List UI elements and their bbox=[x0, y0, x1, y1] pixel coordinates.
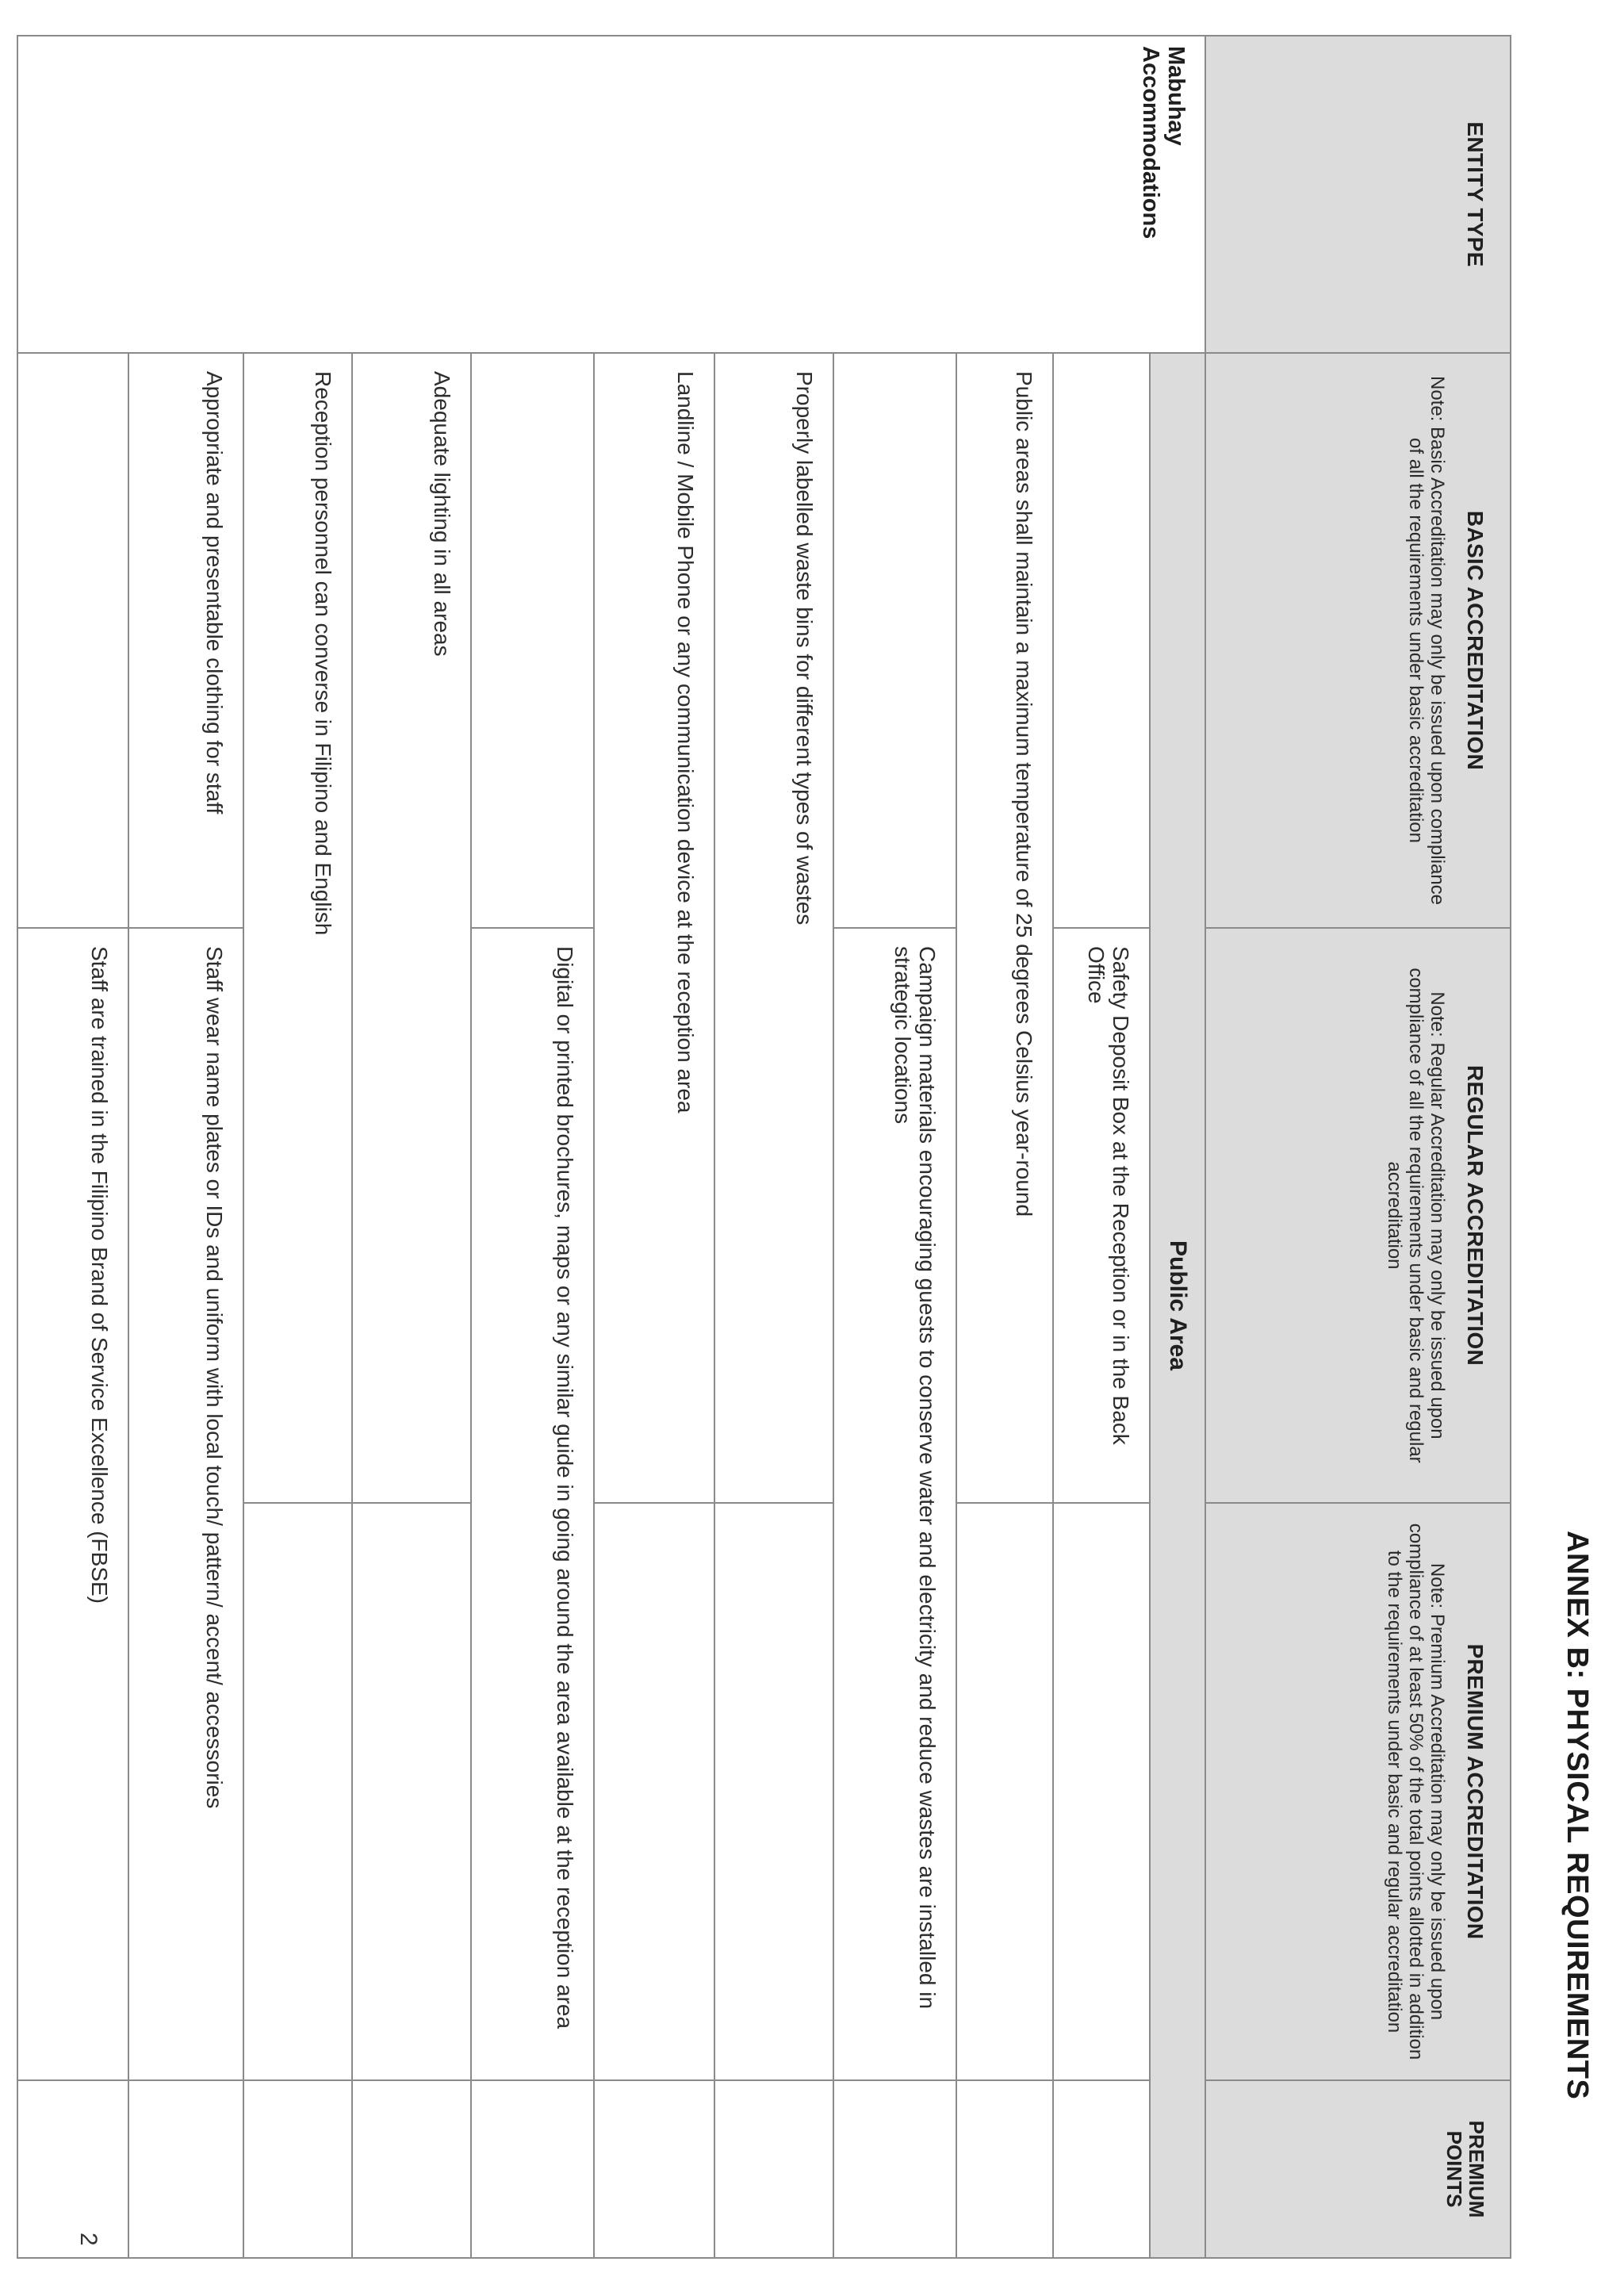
basic-cell: Public areas shall maintain a maximum temperature of 25 degrees Celsius year-round bbox=[956, 353, 1053, 1503]
basic-cell: Appropriate and presentable clothing for staff bbox=[128, 353, 243, 928]
points-cell bbox=[714, 2080, 833, 2258]
basic-cell bbox=[471, 353, 594, 928]
section-public-area: Public Area bbox=[1150, 353, 1205, 2258]
table-row bbox=[128, 36, 243, 2258]
premium-cell bbox=[714, 1503, 833, 2080]
premium-cell bbox=[594, 1503, 714, 2080]
points-cell bbox=[243, 2080, 352, 2258]
header-premium-points: PREMIUM POINTS bbox=[1205, 2080, 1511, 2258]
table-row bbox=[352, 36, 471, 2258]
points-cell bbox=[956, 2080, 1053, 2258]
points-cell bbox=[17, 2080, 128, 2258]
regular-cell: Safety Deposit Box at the Reception or in the Back Office bbox=[1053, 928, 1150, 1503]
premium-cell bbox=[352, 1503, 471, 2080]
regular-cell: Staff wear name plates or IDs and uniform with local touch/ pattern/ accent/ accessories bbox=[128, 928, 243, 2080]
basic-cell bbox=[1053, 353, 1150, 928]
header-entity-type: ENTITY TYPE bbox=[1205, 36, 1511, 353]
points-cell bbox=[833, 2080, 956, 2258]
basic-cell bbox=[17, 353, 128, 928]
table-row bbox=[17, 36, 128, 2258]
requirements-table bbox=[17, 35, 1511, 2259]
regular-note: Note: Regular Accreditation may only be issued upon compliance of all the requirements under basic and regular accreditation bbox=[1384, 968, 1448, 1463]
basic-cell: Adequate lighting in all areas bbox=[352, 353, 471, 1503]
entity-type-cell: Mabuhay Accommodations bbox=[17, 36, 1205, 353]
table-row bbox=[471, 36, 594, 2258]
basic-cell: Reception personnel can converse in Filipino and English bbox=[243, 353, 352, 1503]
table-row bbox=[243, 36, 352, 2258]
header-basic-accreditation: BASIC ACCREDITATION Note: Basic Accreditation may only be issued upon compliance of all the requirements under basic accreditation bbox=[1205, 353, 1511, 928]
section-row bbox=[1150, 36, 1205, 2258]
regular-cell: Campaign materials encouraging guests to conserve water and electricity and reduce wastes are installed in strategic locations bbox=[833, 928, 956, 2080]
points-cell bbox=[1053, 2080, 1150, 2258]
regular-cell: Digital or printed brochures, maps or any similar guide in going around the area available at the reception area bbox=[471, 928, 594, 2080]
table-row bbox=[714, 36, 833, 2258]
header-regular-accreditation: REGULAR ACCREDITATION Note: Regular Accreditation may only be issued upon compliance of all the requirements under basic and regular accreditation bbox=[1205, 928, 1511, 1503]
table-row bbox=[956, 36, 1053, 2258]
header-premium-accreditation: PREMIUM ACCREDITATION Note: Premium Accreditation may only be issued upon compliance of at least 50% of the total points allotted in addition to the requirements under basic and regular accreditation bbox=[1205, 1503, 1511, 2080]
points-cell bbox=[471, 2080, 594, 2258]
page-number: 2 bbox=[75, 2233, 102, 2246]
basic-note: Note: Basic Accreditation may only be issued upon compliance of all the requirements under basic accreditation bbox=[1405, 375, 1448, 906]
premium-cell bbox=[243, 1503, 352, 2080]
points-cell bbox=[594, 2080, 714, 2258]
premium-cell bbox=[1053, 1503, 1150, 2080]
premium-note: Note: Premium Accreditation may only be issued upon compliance of at least 50% of the total points allotted in addition to the requirements under basic and regular accreditation bbox=[1384, 1523, 1448, 2060]
premium-cell bbox=[956, 1503, 1053, 2080]
table-row bbox=[1053, 36, 1150, 2258]
table-row bbox=[594, 36, 714, 2258]
basic-cell bbox=[833, 353, 956, 928]
points-cell bbox=[352, 2080, 471, 2258]
table-row bbox=[833, 36, 956, 2258]
regular-cell: Staff are trained in the Filipino Brand of Service Excellence (FBSE) bbox=[17, 928, 128, 2080]
header-row bbox=[1205, 36, 1511, 2258]
page-title: ANNEX B: PHYSICAL REQUIREMENTS bbox=[1561, 1531, 1594, 2100]
points-cell bbox=[128, 2080, 243, 2258]
basic-cell: Landline / Mobile Phone or any communication device at the reception area bbox=[594, 353, 714, 1503]
basic-cell: Properly labelled waste bins for different types of wastes bbox=[714, 353, 833, 1503]
